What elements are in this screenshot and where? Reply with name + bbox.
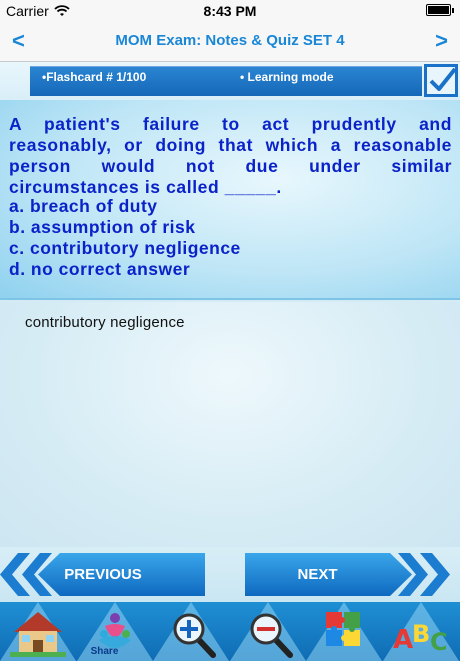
question-panel <box>0 100 460 300</box>
answer-text: contributory negligence <box>25 314 185 331</box>
home-button[interactable] <box>0 602 77 661</box>
bottom-toolbar <box>0 602 460 661</box>
flashcard-counter: •Flashcard # 1/100 <box>42 70 147 84</box>
zoom-out-icon <box>230 602 306 661</box>
next-button[interactable] <box>245 551 450 598</box>
zoom-out-button[interactable] <box>230 602 307 661</box>
abc-icon <box>383 602 459 661</box>
pager <box>0 547 460 602</box>
back-button[interactable]: < <box>12 28 25 53</box>
option-d: d. no correct answer <box>9 259 191 279</box>
share-label: Share <box>90 646 119 657</box>
flashcard-info-bar <box>0 62 460 100</box>
zoom-in-icon <box>153 602 229 661</box>
share-button[interactable] <box>77 602 154 661</box>
forward-button[interactable]: > <box>435 28 448 53</box>
svg-text:B: B <box>411 620 431 648</box>
next-label: NEXT <box>297 566 338 583</box>
answer-area <box>0 302 460 547</box>
options-list <box>9 196 241 280</box>
status-time: 8:43 PM <box>203 3 257 19</box>
svg-text:A: A <box>392 625 414 655</box>
battery-icon <box>426 4 454 16</box>
previous-button[interactable] <box>0 551 205 598</box>
question-text: A patient's failure to act prudently and reasonably, or doing that which a reasonable person would not due under similar circumstances is called _____. <box>9 114 452 197</box>
status-bar <box>0 0 460 22</box>
page-title: MOM Exam: Notes & Quiz SET 4 <box>115 32 345 49</box>
zoom-in-button[interactable] <box>153 602 230 661</box>
svg-text:C: C <box>429 628 448 656</box>
abc-button[interactable] <box>383 602 460 661</box>
puzzle-button[interactable] <box>306 602 383 661</box>
nav-bar <box>0 22 460 62</box>
checkmark-icon <box>428 67 456 95</box>
previous-label: PREVIOUS <box>64 566 142 583</box>
option-b: b. assumption of risk <box>9 217 196 237</box>
home-icon <box>0 602 76 661</box>
option-a: a. breach of duty <box>9 196 158 216</box>
learning-mode-checkbox[interactable] <box>424 64 458 97</box>
puzzle-icon <box>306 602 382 661</box>
carrier-label: Carrier <box>6 3 49 19</box>
option-c: c. contributory negligence <box>9 238 241 258</box>
learning-mode-label: • Learning mode <box>240 70 334 84</box>
